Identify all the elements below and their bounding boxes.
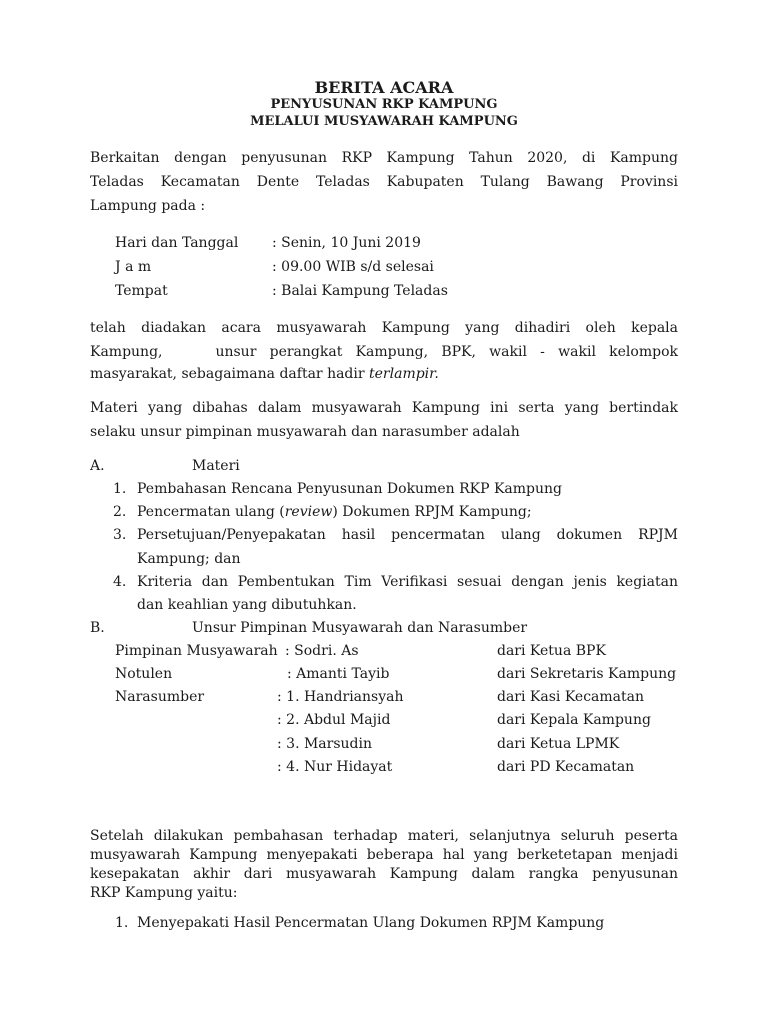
- attendance-line-3-italic: terlampir.: [369, 366, 439, 382]
- attendance-line-3: [90, 366, 439, 382]
- material-item-3-text-cont: Kampung; dan: [137, 551, 241, 567]
- attendance-line-3-text: masyarakat, sebagaimana daftar hadir: [90, 366, 370, 382]
- material-item-2-text-c: ) Dokumen RPJM Kampung;: [332, 504, 532, 520]
- role-value: : 4. Nur Hidayat: [277, 759, 393, 775]
- role-label: Narasumber: [115, 689, 205, 705]
- document-subtitle-2: MELALUI MUSYAWARAH KAMPUNG: [250, 114, 518, 129]
- material-item-4-text-cont: dan keahlian yang dibutuhkan.: [137, 597, 357, 613]
- schedule-place-value: : Balai Kampung Teladas: [272, 283, 448, 299]
- material-item-1-number: 1.: [113, 481, 127, 497]
- material-item-2-text: [137, 504, 532, 520]
- role-origin: dari Kepala Kampung: [497, 712, 651, 728]
- role-value: : Sodri. As: [285, 643, 359, 659]
- schedule-time-label: J a m: [115, 259, 152, 275]
- role-value: : 2. Abdul Majid: [277, 712, 391, 728]
- section-a-letter: A.: [90, 458, 105, 474]
- agreement-item-1-text: Menyepakati Hasil Pencermatan Ulang Dokumen RPJM Kampung: [137, 915, 605, 931]
- role-origin: dari Ketua BPK: [497, 643, 606, 659]
- role-origin: dari Ketua LPMK: [497, 736, 620, 752]
- role-label: Notulen: [115, 666, 173, 682]
- material-item-1-text: Pembahasan Rencana Penyusunan Dokumen RKP Kampung: [137, 481, 563, 497]
- schedule-day-label: Hari dan Tanggal: [115, 235, 239, 251]
- role-origin: dari Sekretaris Kampung: [497, 666, 677, 682]
- role-origin: dari Kasi Kecamatan: [497, 689, 645, 705]
- role-value: : Amanti Tayib: [287, 666, 390, 682]
- role-label: Pimpinan Musyawarah: [115, 643, 278, 659]
- section-b-heading: Unsur Pimpinan Musyawarah dan Narasumber: [192, 620, 528, 636]
- section-a-heading: Materi: [192, 458, 240, 474]
- material-item-2-text-a: Pencermatan ulang (: [137, 504, 285, 520]
- material-item-2-number: 2.: [113, 504, 127, 520]
- document-subtitle-1: PENYUSUNAN RKP KAMPUNG: [270, 97, 498, 112]
- schedule-time-value: : 09.00 WIB s/d selesai: [272, 259, 434, 275]
- role-origin: dari PD Kecamatan: [497, 759, 635, 775]
- schedule-day-value: : Senin, 10 Juni 2019: [272, 235, 421, 251]
- material-item-4-number: 4.: [113, 574, 127, 590]
- schedule-place-label: Tempat: [115, 283, 168, 299]
- material-item-3-number: 3.: [113, 527, 127, 543]
- role-value: : 1. Handriansyah: [277, 689, 404, 705]
- agreement-item-1-number: 1.: [115, 915, 129, 931]
- section-b-letter: B.: [90, 620, 105, 636]
- material-item-2-text-italic: review: [284, 504, 333, 520]
- role-value: : 3. Marsudin: [277, 736, 373, 752]
- document-title: BERITA ACARA: [314, 78, 454, 97]
